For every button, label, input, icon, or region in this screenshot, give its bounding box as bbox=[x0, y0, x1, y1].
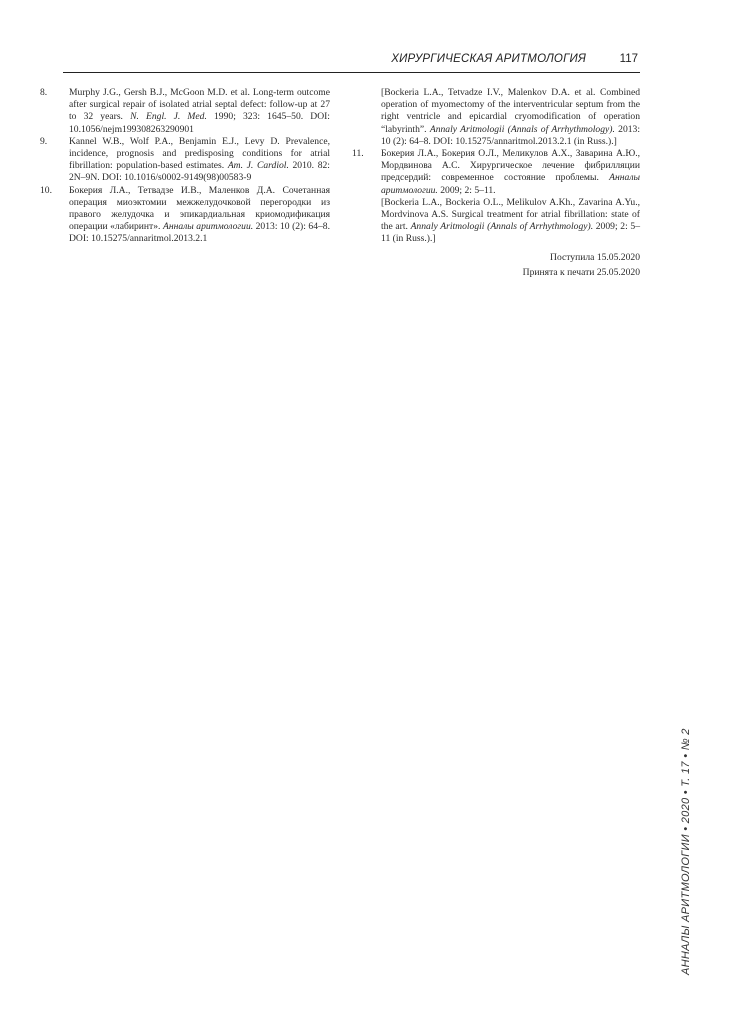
reference-translation: [Bockeria L.A., Tetvadze I.V., Malenkov D.A. et al. Combined operation of myomectomy of the interventricular septum from the right ventricle and epicardial cryomodification of operation “labyrinth”. Annaly Aritmologii (Annals of Arrhythmology). 2013: 10 (2): 64–8. DOI: 10.15275/annaritmol.2013.2.1 (in Russ.).] bbox=[381, 87, 640, 147]
journal-name: Анналы аритмологии. bbox=[381, 172, 640, 196]
reference-translation: [Bockeria L.A., Bockeria O.L., Melikulov A.Kh., Zavarina A.Yu., Mordvinova A.S. Surgical treatment for atrial fibrillation: state of the art. Annaly Aritmologii (Annals of Arrhythmology). 2009; 2: 5–11 (in Russ.).] bbox=[381, 196, 640, 245]
reference-text: Бокерия Л.А., Бокерия О.Л., Меликулов А.Х., Заварина А.Ю., Мордвинова А.С. Хирургическое лечение фибрилляции предсердий: современное состояние проблемы. Анналы аритмологии. 2009; 2: 5–11. bbox=[381, 148, 640, 196]
reference-item bbox=[40, 185, 330, 246]
side-running-title: АННАЛЫ АРИТМОЛОГИИ • 2020 • Т. 17 • № 2 bbox=[680, 728, 692, 975]
reference-text: Murphy J.G., Gersh B.J., McGoon M.D. et al. Long-term outcome after surgical repair of isolated atrial septal defect: follow-up at 27 to 32 years. N. Engl. J. Med. 1990; 323: 1645–50. DOI: 10.1056/nejm199308263290901 bbox=[69, 87, 330, 135]
reference-item bbox=[40, 87, 330, 136]
journal-section-title: ХИРУРГИЧЕСКАЯ АРИТМОЛОГИЯ bbox=[391, 53, 586, 65]
references-right-column bbox=[352, 87, 640, 280]
reference-number: 8. bbox=[40, 87, 48, 98]
reference-text: Kannel W.B., Wolf P.A., Benjamin E.J., Levy D. Prevalence, incidence, prognosis and predisposing conditions for atrial fibrillation: population-based estimates. Am. J. Cardiol. 2010. 82: 2N–9N. DOI: 10.1016/s0002-9149(98)00583-9 bbox=[69, 135, 330, 184]
reference-item bbox=[40, 136, 330, 185]
references-left-column bbox=[40, 87, 330, 246]
journal-name: Annaly Aritmologii (Annals of Arrhythmology). bbox=[410, 221, 594, 233]
journal-name: Am. J. Cardiol. bbox=[227, 160, 289, 172]
reference-text: Бокерия Л.А., Тетвадзе И.В., Маленков Д.А. Сочетанная операция миоэктомии межжелудочковой перегородки из правого желудочка и эпикардиальная криомодификация операции «лабиринт». Анналы аритмологии. 2013: 10 (2): 64–8. DOI: 10.15275/annaritmol.2013.2.1 bbox=[69, 184, 330, 245]
reference-number: 11. bbox=[352, 148, 364, 160]
reference-item bbox=[352, 148, 640, 197]
page-number: 117 bbox=[619, 53, 638, 65]
journal-name: Анналы аритмологии. bbox=[162, 221, 254, 233]
received-date: Поступила 15.05.2020 bbox=[550, 251, 640, 263]
accepted-date: Принята к печати 25.05.2020 bbox=[522, 266, 640, 278]
journal-name: Annaly Aritmologii (Annals of Arrhythmology). bbox=[429, 123, 615, 135]
journal-name: N. Engl. J. Med. bbox=[130, 111, 207, 123]
article-dates bbox=[352, 250, 640, 280]
reference-number: 10. bbox=[40, 184, 52, 196]
reference-number: 9. bbox=[40, 135, 48, 147]
page-header bbox=[63, 48, 640, 73]
